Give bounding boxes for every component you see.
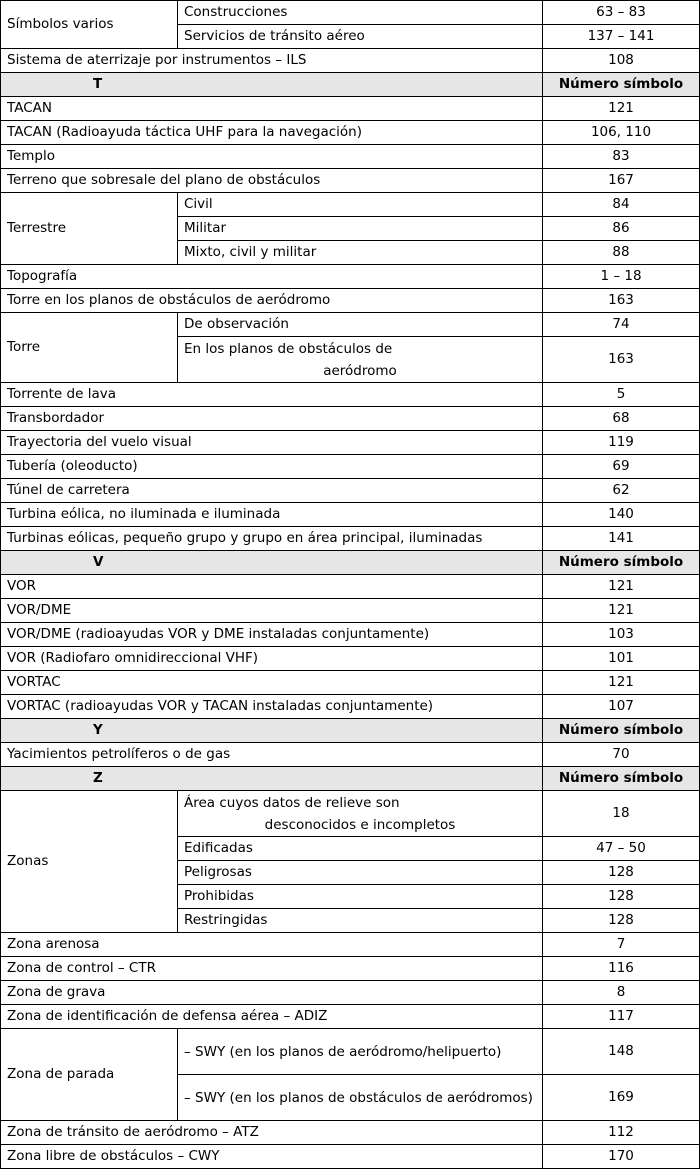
term-cell: Yacimientos petrolíferos o de gas [1,743,543,767]
sub-term-line: En los planos de obstáculos de [184,340,393,357]
table-row [1,479,700,503]
section-column-header: Número símbolo [543,73,700,97]
term-cell: Zona libre de obstáculos – CWY [1,1145,543,1169]
sub-term-cell: Restringidas [178,909,543,933]
symbol-number: 101 [543,647,700,671]
symbol-number: 69 [543,455,700,479]
table-row [1,575,700,599]
table-row [1,265,700,289]
table-row [1,623,700,647]
term-cell: VORTAC [1,671,543,695]
symbol-number: 106, 110 [543,121,700,145]
table-row [1,431,700,455]
table-row [1,455,700,479]
term-cell: Turbina eólica, no iluminada e iluminada [1,503,543,527]
symbol-number: 62 [543,479,700,503]
term-cell: Símbolos varios [1,1,178,49]
symbol-number: 7 [543,933,700,957]
section-column-header: Número símbolo [543,551,700,575]
term-cell: VOR [1,575,543,599]
table-row [1,933,700,957]
table-row [1,289,700,313]
symbol-number: 119 [543,431,700,455]
symbol-number: 117 [543,1005,700,1029]
symbol-number: 74 [543,313,700,337]
symbol-number: 107 [543,695,700,719]
symbol-number: 83 [543,145,700,169]
sub-term-cell: Servicios de tránsito aéreo [178,25,543,49]
term-cell: Zonas [1,791,178,933]
section-letter: Z [1,767,543,791]
sub-term-cell: Peligrosas [178,861,543,885]
symbol-number: 108 [543,49,700,73]
symbol-number: 86 [543,217,700,241]
symbol-number: 167 [543,169,700,193]
term-cell: Trayectoria del vuelo visual [1,431,543,455]
section-header-z [1,767,700,791]
sub-term-cell: Civil [178,193,543,217]
table-row [1,97,700,121]
symbol-number: 8 [543,981,700,1005]
symbol-number: 63 – 83 [543,1,700,25]
section-column-header: Número símbolo [543,767,700,791]
symbol-number: 121 [543,671,700,695]
table-row [1,599,700,623]
symbol-number: 47 – 50 [543,837,700,861]
sub-term-cell [178,791,543,837]
table-row [1,695,700,719]
section-letter: Y [1,719,543,743]
term-cell: Tubería (oleoducto) [1,455,543,479]
table-row [1,1145,700,1169]
symbol-number: 1 – 18 [543,265,700,289]
table-row [1,407,700,431]
table-row [1,743,700,767]
section-header-t [1,73,700,97]
symbol-number: 84 [543,193,700,217]
symbol-number: 137 – 141 [543,25,700,49]
symbol-number: 68 [543,407,700,431]
term-cell: Torre [1,313,178,383]
sub-term-line: aeródromo [323,362,397,379]
term-cell: Templo [1,145,543,169]
sub-term-line: desconocidos e incompletos [264,816,456,833]
table-row [1,981,700,1005]
sub-term-cell: Construcciones [178,1,543,25]
section-letter: T [1,73,543,97]
symbol-number: 163 [543,289,700,313]
table-row [1,1029,700,1075]
sub-term-cell: – SWY (en los planos de obstáculos de aeródromos) [178,1075,543,1121]
symbol-number: 170 [543,1145,700,1169]
symbol-number: 116 [543,957,700,981]
term-cell: Túnel de carretera [1,479,543,503]
symbol-number: 103 [543,623,700,647]
table-row [1,145,700,169]
term-cell: Turbinas eólicas, pequeño grupo y grupo en área principal, iluminadas [1,527,543,551]
symbol-number: 128 [543,861,700,885]
term-cell: VORTAC (radioayudas VOR y TACAN instaladas conjuntamente) [1,695,543,719]
symbol-number: 121 [543,599,700,623]
term-cell: Zona de grava [1,981,543,1005]
table-row [1,193,700,217]
table-row [1,1,700,25]
sub-term-cell: – SWY (en los planos de aeródromo/helipuerto) [178,1029,543,1075]
term-cell: Zona de identificación de defensa aérea – ADIZ [1,1005,543,1029]
term-cell: Zona arenosa [1,933,543,957]
term-cell: VOR (Radiofaro omnidireccional VHF) [1,647,543,671]
term-cell: Terrestre [1,193,178,265]
term-cell: Torrente de lava [1,383,543,407]
sub-term-cell: Militar [178,217,543,241]
term-cell: Torre en los planos de obstáculos de aeródromo [1,289,543,313]
table-row [1,313,700,337]
table-row [1,121,700,145]
table-row [1,957,700,981]
term-cell: Sistema de aterrizaje por instrumentos – ILS [1,49,543,73]
term-cell: Terreno que sobresale del plano de obstáculos [1,169,543,193]
symbol-number: 70 [543,743,700,767]
sub-term-line: Área cuyos datos de relieve son [184,794,400,811]
table-row [1,791,700,837]
section-letter: V [1,551,543,575]
table-row [1,647,700,671]
symbol-number: 121 [543,575,700,599]
table-row [1,527,700,551]
symbol-number: 112 [543,1121,700,1145]
term-cell: Transbordador [1,407,543,431]
symbol-number: 128 [543,909,700,933]
symbol-number: 140 [543,503,700,527]
sub-term-cell: Mixto, civil y militar [178,241,543,265]
term-cell: Topografía [1,265,543,289]
table-row [1,383,700,407]
symbol-number: 5 [543,383,700,407]
term-cell: Zona de parada [1,1029,178,1121]
symbol-number: 18 [543,791,700,837]
term-cell: Zona de control – CTR [1,957,543,981]
term-cell: TACAN (Radioayuda táctica UHF para la navegación) [1,121,543,145]
section-column-header: Número símbolo [543,719,700,743]
symbol-number: 121 [543,97,700,121]
symbol-number: 128 [543,885,700,909]
section-header-y [1,719,700,743]
table-row [1,169,700,193]
term-cell: TACAN [1,97,543,121]
symbol-number: 169 [543,1075,700,1121]
symbol-number: 141 [543,527,700,551]
sub-term-cell: Edificadas [178,837,543,861]
table-row [1,503,700,527]
sub-term-cell: De observación [178,313,543,337]
symbol-number: 148 [543,1029,700,1075]
term-cell: VOR/DME [1,599,543,623]
section-header-v [1,551,700,575]
table-row [1,1121,700,1145]
term-cell: VOR/DME (radioayudas VOR y DME instaladas conjuntamente) [1,623,543,647]
symbol-number: 163 [543,337,700,383]
symbol-number: 88 [543,241,700,265]
table-row [1,671,700,695]
sub-term-cell [178,337,543,383]
sub-term-cell: Prohibidas [178,885,543,909]
table-row [1,1005,700,1029]
table-row [1,49,700,73]
term-cell: Zona de tránsito de aeródromo – ATZ [1,1121,543,1145]
